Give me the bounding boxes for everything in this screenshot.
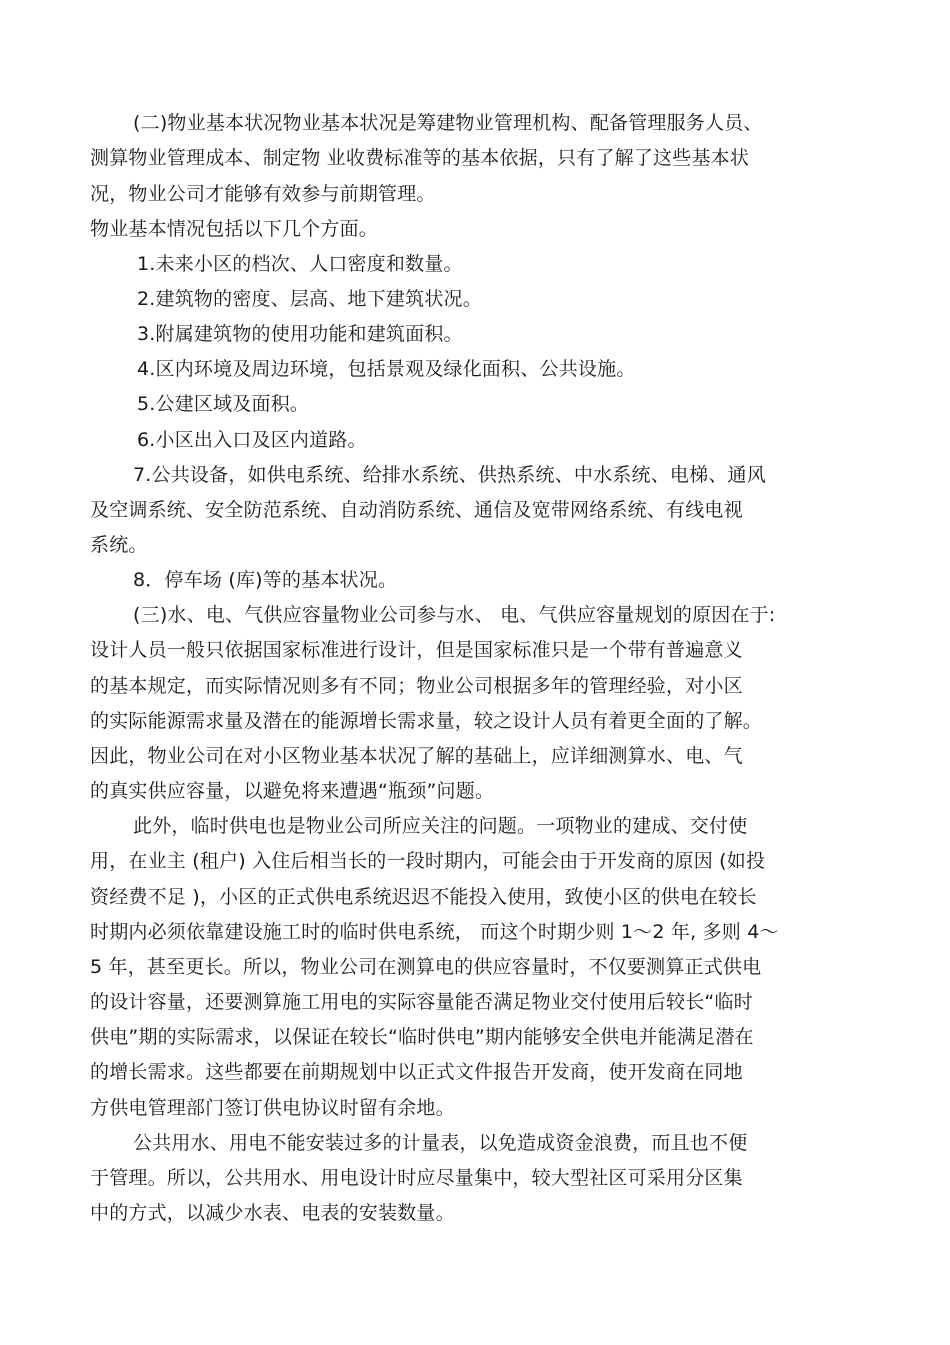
list-item: 3.附属建筑物的使用功能和建筑面积。 xyxy=(137,323,463,345)
list-item: 1.未来小区的档次、人口密度和数量。 xyxy=(137,253,463,275)
list-item: 4.区内环境及周边环境，包括景观及绿化面积、公共设施。 xyxy=(137,358,636,380)
list-item: 8．停车场 (库)等的基本状况。 xyxy=(133,569,398,591)
paragraph-line: 因此，物业公司在对小区物业基本状况了解的基础上，应详细测算水、电、气 xyxy=(90,745,743,767)
paragraph-line: 此外，临时供电也是物业公司所应关注的问题。一项物业的建成、交付使 xyxy=(133,815,748,837)
paragraph-line: 的实际能源需求量及潜在的能源增长需求量，较之设计人员有着更全面的了解。 xyxy=(90,710,763,732)
paragraph-line: (二)物业基本状况物业基本状况是筹建物业管理机构、配备管理服务人员、 xyxy=(133,112,763,134)
paragraph-line: 系统。 xyxy=(90,534,148,556)
paragraph-line: 5 年，甚至更长。所以，物业公司在测算电的供应容量时，不仅要测算正式供电 xyxy=(90,956,762,978)
section-heading-line: (三)水、电、气供应容量物业公司参与水、 电、气供应容量规划的原因在于: xyxy=(133,604,776,626)
paragraph-line: 供电”期的实际需求，以保证在较长“临时供电”期内能够安全供电并能满足潜在 xyxy=(90,1026,754,1048)
paragraph-line: 的真实供应容量，以避免将来遭遇“瓶颈”问题。 xyxy=(90,780,495,802)
paragraph-line: 设计人员一般只依据国家标准进行设计，但是国家标准只是一个带有普遍意义 xyxy=(90,639,743,661)
paragraph-line: 况，物业公司才能够有效参与前期管理。 xyxy=(90,183,436,205)
list-item: 7.公共设备，如供电系统、给排水系统、供热系统、中水系统、电梯、通风 xyxy=(133,464,766,486)
paragraph-line: 中的方式，以减少水表、电表的安装数量。 xyxy=(90,1202,455,1224)
paragraph-line: 公共用水、用电不能安装过多的计量表，以免造成资金浪费，而且也不便 xyxy=(133,1132,748,1154)
paragraph-line: 及空调系统、安全防范系统、自动消防系统、通信及宽带网络系统、有线电视 xyxy=(90,499,743,521)
paragraph-line: 测算物业管理成本、制定物 业收费标准等的基本依据，只有了解了这些基本状 xyxy=(90,147,750,169)
paragraph-line: 用，在业主 (租户) 入住后相当长的一段时期内，可能会由于开发商的原因 (如投 xyxy=(90,850,766,872)
list-item: 6.小区出入口及区内道路。 xyxy=(137,429,367,451)
paragraph-line: 物业基本情况包括以下几个方面。 xyxy=(90,218,379,240)
paragraph-line: 资经费不足 )，小区的正式供电系统迟迟不能投入使用，致使小区的供电在较长 xyxy=(90,886,757,908)
paragraph-line: 时期内必须依靠建设施工时的临时供电系统， 而这个时期少则 1～2 年, 多则 4～ xyxy=(90,921,779,943)
paragraph-line: 的基本规定，而实际情况则多有不同；物业公司根据多年的管理经验，对小区 xyxy=(90,675,743,697)
paragraph-line: 的设计容量，还要测算施工用电的实际容量能否满足物业交付使用后较长“临时 xyxy=(90,991,753,1013)
list-item: 2.建筑物的密度、层高、地下建筑状况。 xyxy=(137,288,482,310)
paragraph-line: 的增长需求。这些都要在前期规划中以正式文件报告开发商，使开发商在同地 xyxy=(90,1061,743,1083)
list-item: 5.公建区域及面积。 xyxy=(137,393,310,415)
paragraph-line: 方供电管理部门签订供电协议时留有余地。 xyxy=(90,1097,455,1119)
paragraph-line: 于管理。所以，公共用水、用电设计时应尽量集中，较大型社区可采用分区集 xyxy=(90,1167,743,1189)
